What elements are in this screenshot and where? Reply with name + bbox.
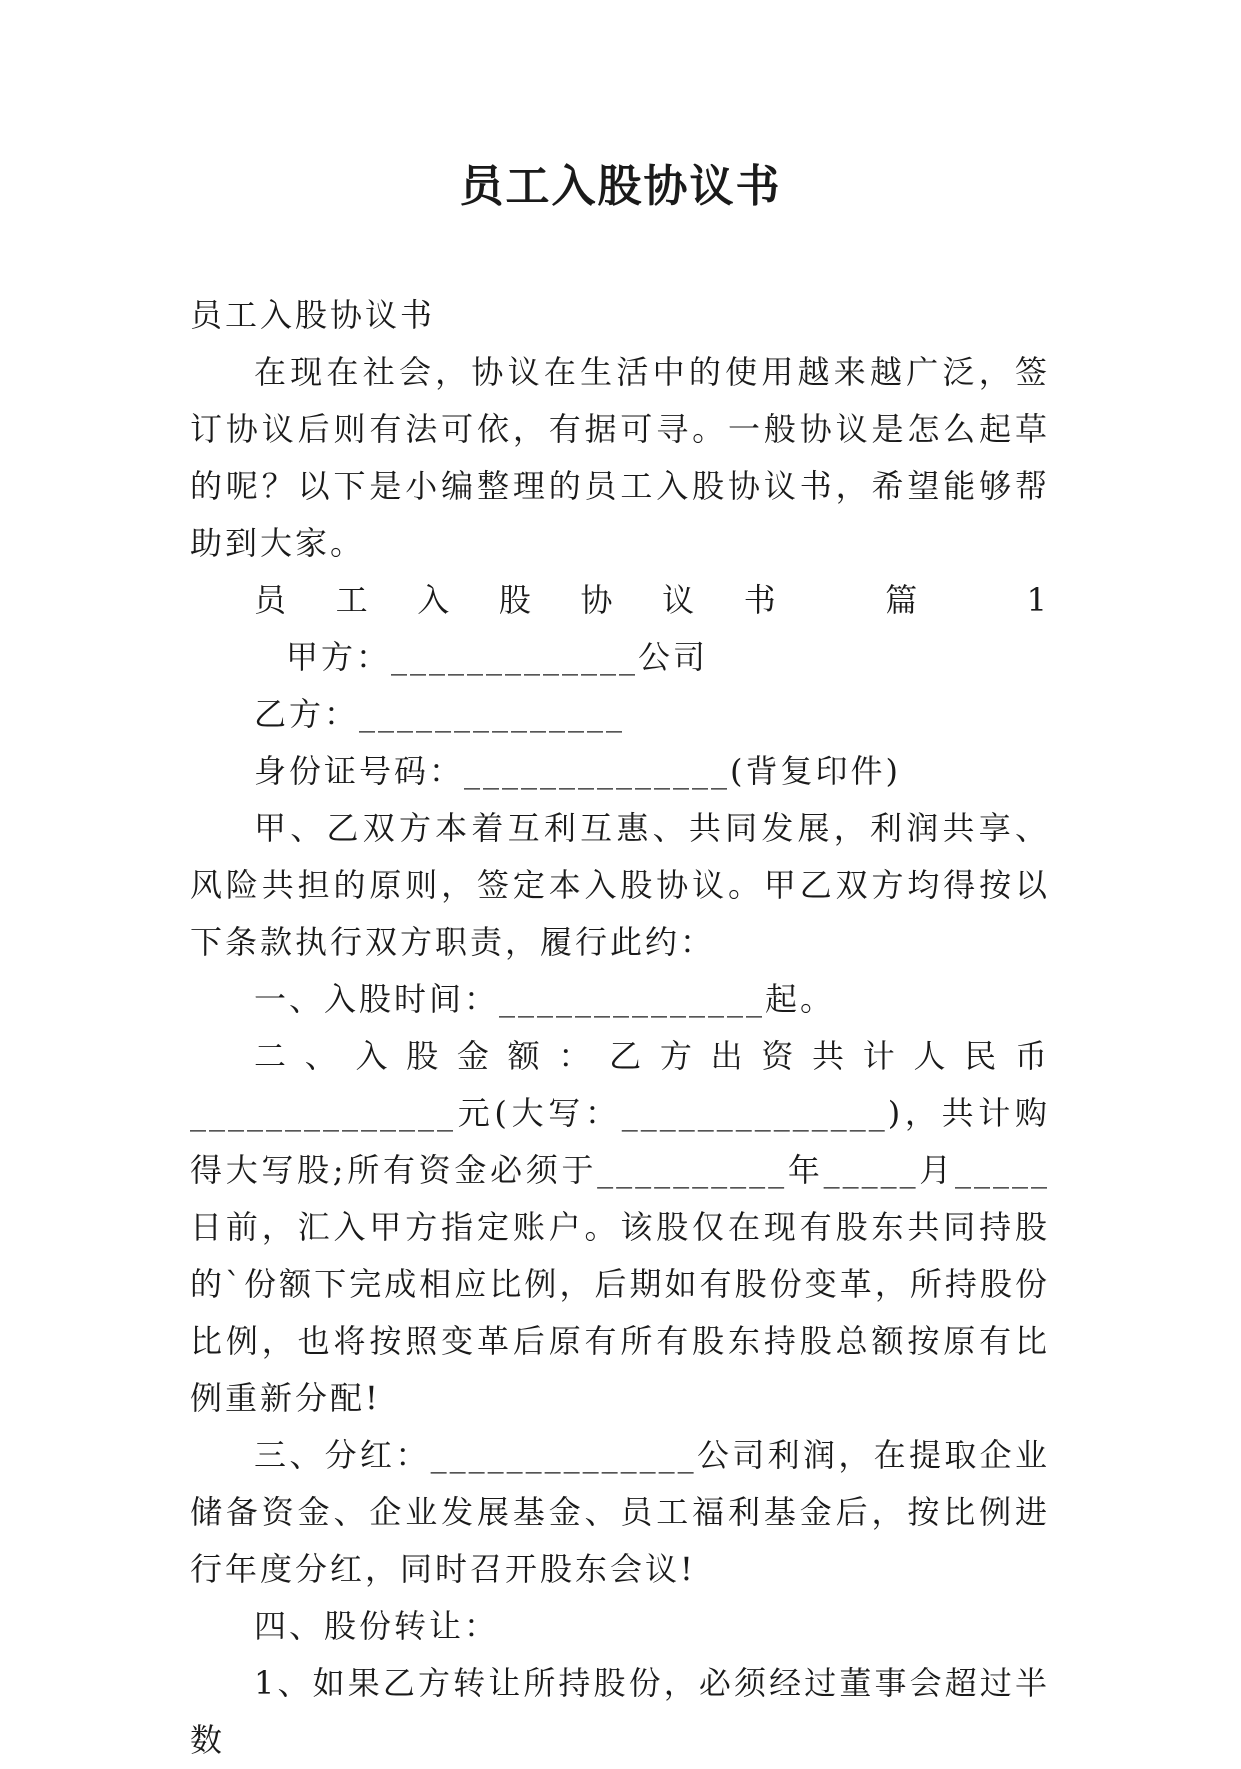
- party-b-line: 乙方：______________: [254, 695, 626, 733]
- clause-4-item-1: 1、如果乙方转让所持股份，必须经过董事会超过半数: [190, 1664, 1050, 1759]
- clause-1: 一、入股时间：______________起。: [254, 980, 836, 1018]
- id-number-line: 身份证号码：______________(背复印件): [254, 752, 901, 790]
- clause-2: 二、入股金额：乙方出资共计人民币______________元(大写：______________)，共计购得大写股;所有资金必须于__________年_____月_____日前，汇入甲方指定账户。该股仅在现有股东共同持股的`份额下完成相应比例，后期如有股份变革，所持股份比例，也将按照变革后原有所有股东持股总额按原有比例重新分配!: [190, 1037, 1050, 1417]
- intro-paragraph: 在现在社会，协议在生活中的使用越来越广泛，签订协议后则有法可依，有据可寻。一般协议是怎么起草的呢？以下是小编整理的员工入股协议书，希望能够帮助到大家。: [190, 353, 1050, 562]
- doc-heading: 员工入股协议书: [190, 296, 436, 334]
- clause-3: 三、分红：______________公司利润，在提取企业储备资金、企业发展基金、员工福利基金后，按比例进行年度分红，同时召开股东会议!: [190, 1436, 1050, 1588]
- section-heading: 员工入股协议书 篇 1: [254, 581, 1050, 619]
- clause-4-heading: 四、股份转让：: [254, 1607, 500, 1645]
- section-heading-line: [190, 572, 1050, 686]
- document-body: [190, 287, 1050, 1769]
- party-a-line: 甲方：_____________公司: [286, 638, 709, 676]
- preamble-paragraph: 甲、乙双方本着互利互惠、共同发展，利润共享、风险共担的原则，签定本入股协议。甲乙双方均得按以下条款执行双方职责，履行此约：: [190, 809, 1050, 961]
- document-title: 员工入股协议书: [459, 161, 782, 212]
